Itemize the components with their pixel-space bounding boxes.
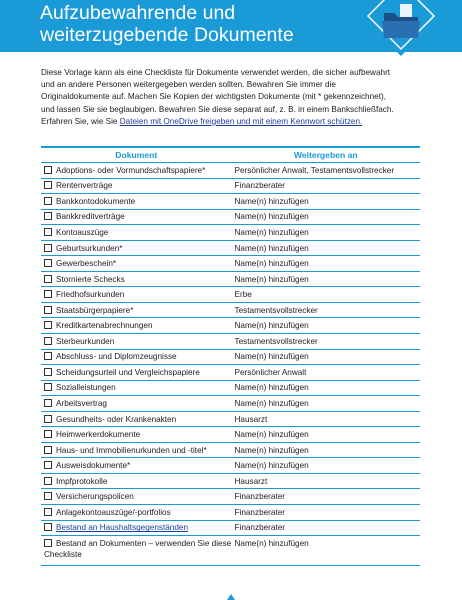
document-name: Rentenverträge <box>56 181 113 191</box>
checkbox[interactable] <box>44 197 52 205</box>
document-name: Bestand an Dokumenten – verwenden Sie diese Checkliste <box>44 539 232 560</box>
table-row <box>41 427 420 443</box>
document-cell <box>41 271 232 287</box>
checkbox[interactable] <box>44 321 52 329</box>
document-cell <box>41 396 232 412</box>
intro-text: Diese Vorlage kann als eine Checkliste für Dokumente verwendet werden, die sicher aufbewahrt und an andere Personen weitergegeben werden sollten. Bewahren Sie immer die Originaldokumente auf. Machen Sie Kopien der wichtigsten Dokumente (mit * gekennzeichnet), und lassen Sie sie beglaubigen. Bewahren Sie diese separat auf, z. B. in einem Bankschließfach. Erfahren Sie, wie Sie <box>41 68 394 126</box>
document-name: Versicherungspolicen <box>56 492 134 502</box>
share-with-cell: Erbe <box>232 287 421 303</box>
checkbox[interactable] <box>44 244 52 252</box>
checkbox[interactable] <box>44 368 52 376</box>
checkbox[interactable] <box>44 212 52 220</box>
document-name: Sozialleistungen <box>56 383 116 393</box>
document-cell <box>41 365 232 381</box>
share-with-cell: Name(n) hinzufügen <box>232 427 421 443</box>
document-name: Gesundheits- oder Krankenakten <box>56 414 177 424</box>
document-name: Staatsbürgerpapiere* <box>56 305 134 315</box>
checkbox[interactable] <box>44 166 52 174</box>
checkbox[interactable] <box>44 337 52 345</box>
checkbox[interactable] <box>44 446 52 454</box>
share-with-cell: Testamentsvollstrecker <box>232 334 421 350</box>
document-name: Kontoauszüge <box>56 227 109 237</box>
share-with-cell: Hausarzt <box>232 411 421 427</box>
share-with-cell: Name(n) hinzufügen <box>232 225 421 241</box>
document-name: Abschluss- und Diplomzeugnisse <box>56 352 177 362</box>
document-name: Stornierte Schecks <box>56 274 125 284</box>
table-row <box>41 489 420 505</box>
checkbox[interactable] <box>44 290 52 298</box>
share-with-cell: Name(n) hinzufügen <box>232 396 421 412</box>
table-row <box>41 334 420 350</box>
page-title: Aufzubewahrende und weiterzugebende Dokumente <box>40 2 294 46</box>
share-with-cell: Name(n) hinzufügen <box>232 458 421 474</box>
table-row <box>41 536 420 566</box>
share-with-cell: Name(n) hinzufügen <box>232 380 421 396</box>
table-row <box>41 194 420 210</box>
document-cell <box>41 380 232 396</box>
share-with-cell: Name(n) hinzufügen <box>232 318 421 334</box>
table-row <box>41 225 420 241</box>
checkbox[interactable] <box>44 181 52 189</box>
table-row <box>41 318 420 334</box>
document-cell <box>41 520 232 536</box>
share-with-cell: Name(n) hinzufügen <box>232 271 421 287</box>
document-name: Sterbeurkunden <box>56 336 115 346</box>
column-header-document: Dokument <box>41 147 232 163</box>
document-name: Bankkontodokumente <box>56 196 136 206</box>
document-cell <box>41 411 232 427</box>
share-with-cell: Finanzberater <box>232 520 421 536</box>
document-name: Bankkreditverträge <box>56 212 125 222</box>
share-with-cell: Name(n) hinzufügen <box>232 240 421 256</box>
share-with-cell: Persönlicher Anwalt, Testamentsvollstrecker <box>232 163 421 179</box>
document-cell <box>41 256 232 272</box>
document-name: Gewerbeschein* <box>56 259 117 269</box>
onedrive-link[interactable]: Dateien mit OneDrive freigeben und mit einem Kennwort schützen. <box>119 116 363 126</box>
table-row <box>41 365 420 381</box>
share-with-cell: Name(n) hinzufügen <box>232 442 421 458</box>
table-row <box>41 178 420 194</box>
checkbox[interactable] <box>44 477 52 485</box>
document-cell <box>41 178 232 194</box>
checkbox[interactable] <box>44 399 52 407</box>
checkbox[interactable] <box>44 352 52 360</box>
checkbox[interactable] <box>44 259 52 267</box>
share-with-cell: Finanzberater <box>232 489 421 505</box>
document-cell <box>41 536 232 566</box>
share-with-cell: Persönlicher Anwalt <box>232 365 421 381</box>
checkbox[interactable] <box>44 539 52 547</box>
document-name: Geburtsurkunden* <box>56 243 123 253</box>
table-row <box>41 240 420 256</box>
document-name: Kreditkartenabrechnungen <box>56 321 153 331</box>
share-with-cell: Name(n) hinzufügen <box>232 349 421 365</box>
table-row <box>41 520 420 536</box>
table-row <box>41 209 420 225</box>
bottom-triangle-marker <box>227 594 235 600</box>
table-row <box>41 349 420 365</box>
document-name: Scheidungsurteil und Vergleichspapiere <box>56 367 200 377</box>
table-row <box>41 396 420 412</box>
document-link[interactable]: Bestand an Haushaltsgegenständen <box>56 523 189 533</box>
document-name: Haus- und Immobilienurkunden und -titel* <box>56 445 207 455</box>
table-row <box>41 302 420 318</box>
document-name: Anlagekontoauszüge/-portfolios <box>56 507 171 517</box>
checkbox[interactable] <box>44 275 52 283</box>
checkbox[interactable] <box>44 415 52 423</box>
document-name: Arbeitsvertrag <box>56 398 107 408</box>
folder-badge <box>340 0 462 75</box>
share-with-cell: Name(n) hinzufügen <box>232 194 421 210</box>
document-name: Friedhofsurkunden <box>56 290 125 300</box>
checkbox[interactable] <box>44 523 52 531</box>
document-name: Impfprotokolle <box>56 476 108 486</box>
table-row <box>41 411 420 427</box>
share-with-cell: Finanzberater <box>232 178 421 194</box>
intro-paragraph <box>41 67 401 128</box>
document-cell <box>41 302 232 318</box>
checkbox[interactable] <box>44 306 52 314</box>
document-cell <box>41 194 232 210</box>
table-row <box>41 473 420 489</box>
document-cell <box>41 318 232 334</box>
share-with-cell: Name(n) hinzufügen <box>232 256 421 272</box>
checkbox[interactable] <box>44 461 52 469</box>
share-with-cell: Hausarzt <box>232 473 421 489</box>
document-cell <box>41 209 232 225</box>
document-name: Ausweisdokumente* <box>56 461 131 471</box>
table-header-row <box>41 147 420 163</box>
checkbox[interactable] <box>44 430 52 438</box>
document-cell <box>41 225 232 241</box>
document-cell <box>41 334 232 350</box>
document-cell <box>41 349 232 365</box>
document-cell <box>41 287 232 303</box>
document-cell <box>41 240 232 256</box>
document-name: Adoptions- oder Vormundschaftspapiere* <box>56 165 206 175</box>
share-with-cell: Name(n) hinzufügen <box>232 536 421 566</box>
folder-icon <box>340 0 462 75</box>
table-row <box>41 163 420 179</box>
table-row <box>41 505 420 521</box>
document-cell <box>41 473 232 489</box>
document-cell <box>41 427 232 443</box>
table-row <box>41 442 420 458</box>
document-table <box>41 146 420 566</box>
table-row <box>41 380 420 396</box>
checkbox[interactable] <box>44 228 52 236</box>
checkbox[interactable] <box>44 492 52 500</box>
document-cell <box>41 458 232 474</box>
table-row <box>41 458 420 474</box>
checkbox[interactable] <box>44 383 52 391</box>
checkbox[interactable] <box>44 508 52 516</box>
document-cell <box>41 505 232 521</box>
table-row <box>41 287 420 303</box>
share-with-cell: Name(n) hinzufügen <box>232 209 421 225</box>
document-cell <box>41 163 232 179</box>
share-with-cell: Testamentsvollstrecker <box>232 302 421 318</box>
table-row <box>41 271 420 287</box>
share-with-cell: Finanzberater <box>232 505 421 521</box>
document-cell <box>41 489 232 505</box>
column-header-share-with: Weitergeben an <box>232 147 421 163</box>
document-name: Heimwerkerdokumente <box>56 430 141 440</box>
table-row <box>41 256 420 272</box>
document-cell <box>41 442 232 458</box>
